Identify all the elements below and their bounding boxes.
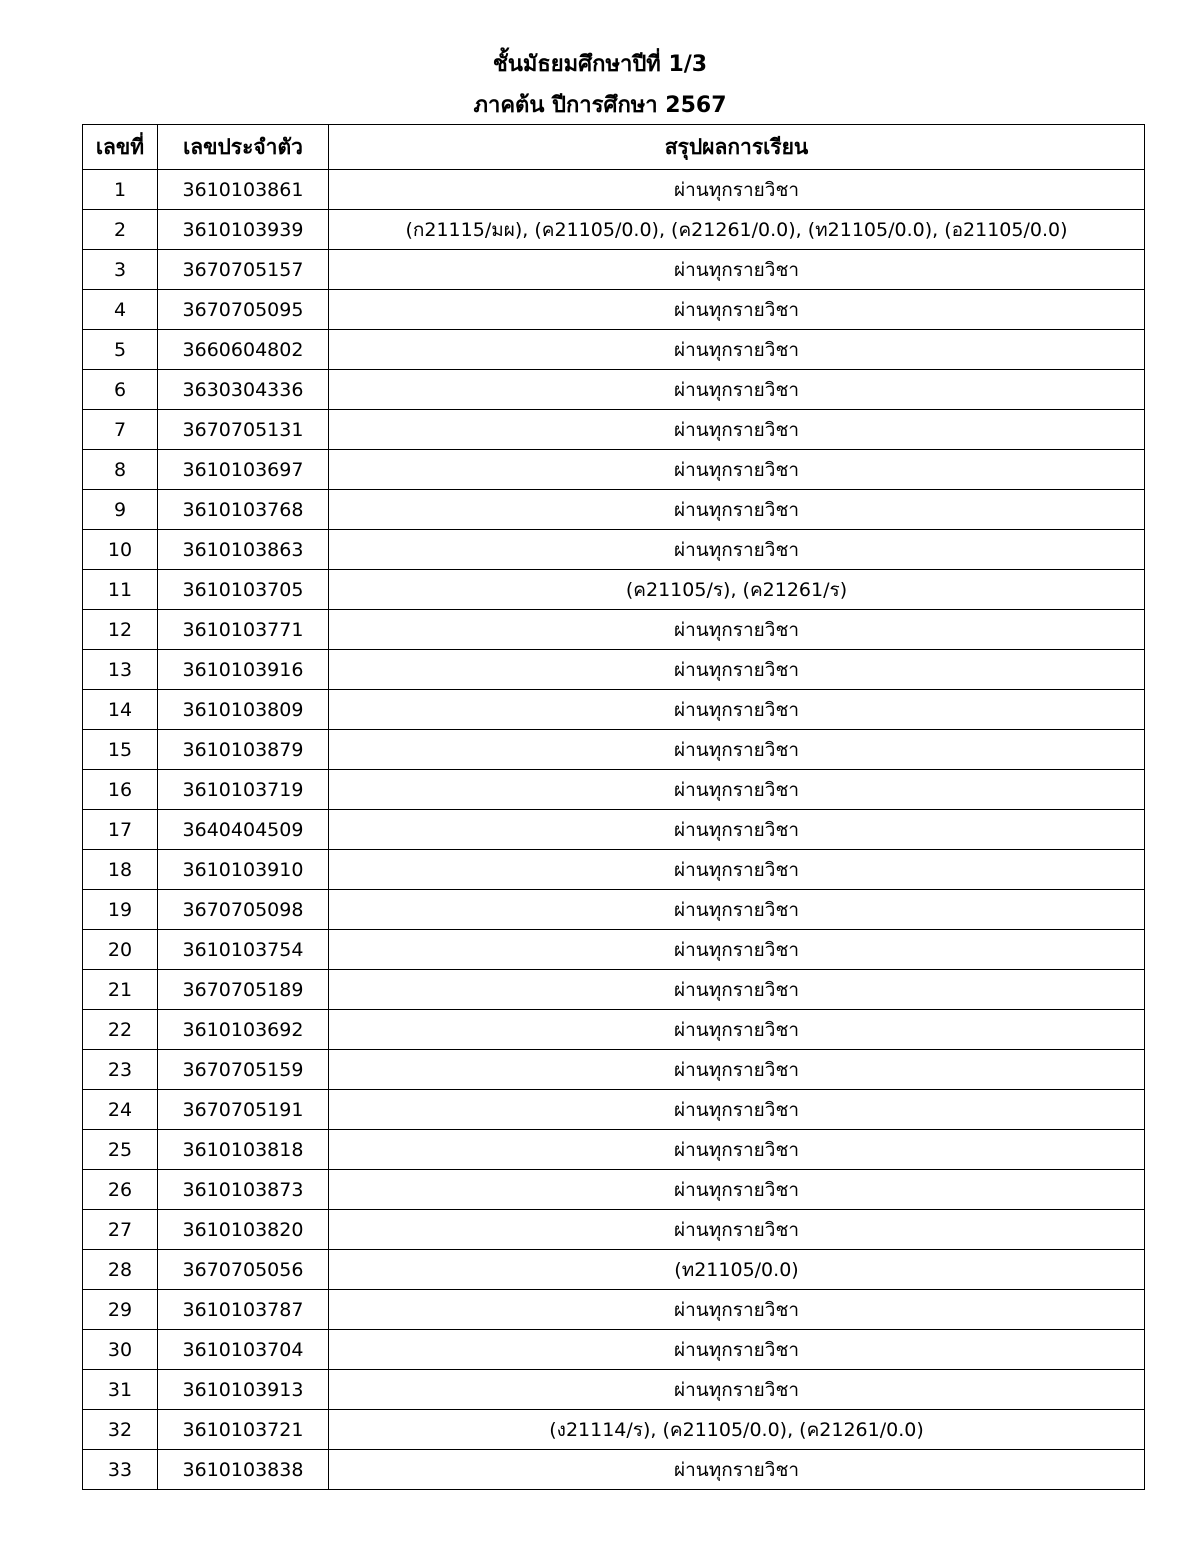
row-number: 2 [83, 210, 158, 250]
student-id: 3610103838 [158, 1450, 329, 1490]
table-row [83, 1250, 1145, 1290]
student-id: 3610103721 [158, 1410, 329, 1450]
result-summary: ผ่านทุกรายวิชา [329, 810, 1145, 850]
row-number: 3 [83, 250, 158, 290]
result-summary: ผ่านทุกรายวิชา [329, 410, 1145, 450]
table-row [83, 450, 1145, 490]
result-summary: ผ่านทุกรายวิชา [329, 450, 1145, 490]
row-number: 20 [83, 930, 158, 970]
result-summary: ผ่านทุกรายวิชา [329, 1090, 1145, 1130]
result-summary: ผ่านทุกรายวิชา [329, 330, 1145, 370]
student-id: 3670705159 [158, 1050, 329, 1090]
document-subtitle: ภาคต้น ปีการศึกษา 2567 [473, 93, 727, 118]
row-number: 11 [83, 570, 158, 610]
header-student-id: เลขประจำตัว [158, 125, 329, 170]
table-row [83, 1210, 1145, 1250]
row-number: 33 [83, 1450, 158, 1490]
table-row [83, 210, 1145, 250]
result-summary: ผ่านทุกรายวิชา [329, 290, 1145, 330]
student-id: 3610103697 [158, 450, 329, 490]
result-summary: ผ่านทุกรายวิชา [329, 770, 1145, 810]
student-id: 3610103820 [158, 1210, 329, 1250]
row-number: 24 [83, 1090, 158, 1130]
table-row [83, 530, 1145, 570]
table-row [83, 1170, 1145, 1210]
table-row [83, 650, 1145, 690]
row-number: 32 [83, 1410, 158, 1450]
row-number: 15 [83, 730, 158, 770]
table-row [83, 1290, 1145, 1330]
table-row [83, 730, 1145, 770]
result-summary: (ท21105/0.0) [329, 1250, 1145, 1290]
student-id: 3610103818 [158, 1130, 329, 1170]
result-summary: ผ่านทุกรายวิชา [329, 530, 1145, 570]
table-row [83, 410, 1145, 450]
result-summary: ผ่านทุกรายวิชา [329, 1130, 1145, 1170]
table-row [83, 1130, 1145, 1170]
result-summary: ผ่านทุกรายวิชา [329, 730, 1145, 770]
result-summary: ผ่านทุกรายวิชา [329, 490, 1145, 530]
result-summary: ผ่านทุกรายวิชา [329, 690, 1145, 730]
table-row [83, 1090, 1145, 1130]
table-row [83, 850, 1145, 890]
result-summary: ผ่านทุกรายวิชา [329, 890, 1145, 930]
result-summary: (ค21105/ร), (ค21261/ร) [329, 570, 1145, 610]
table-row [83, 170, 1145, 210]
table-row [83, 1410, 1145, 1450]
student-id: 3670705095 [158, 290, 329, 330]
result-summary: ผ่านทุกรายวิชา [329, 1210, 1145, 1250]
student-id: 3610103719 [158, 770, 329, 810]
table-row [83, 890, 1145, 930]
result-summary: (ง21114/ร), (ค21105/0.0), (ค21261/0.0) [329, 1410, 1145, 1450]
table-row [83, 1330, 1145, 1370]
row-number: 21 [83, 970, 158, 1010]
student-id: 3610103863 [158, 530, 329, 570]
student-id: 3610103768 [158, 490, 329, 530]
student-id: 3610103692 [158, 1010, 329, 1050]
result-summary: ผ่านทุกรายวิชา [329, 1010, 1145, 1050]
row-number: 17 [83, 810, 158, 850]
result-summary: ผ่านทุกรายวิชา [329, 250, 1145, 290]
student-id: 3630304336 [158, 370, 329, 410]
row-number: 9 [83, 490, 158, 530]
student-id: 3670705098 [158, 890, 329, 930]
student-id: 3610103916 [158, 650, 329, 690]
result-summary: ผ่านทุกรายวิชา [329, 610, 1145, 650]
row-number: 16 [83, 770, 158, 810]
student-id: 3670705056 [158, 1250, 329, 1290]
result-summary: ผ่านทุกรายวิชา [329, 1370, 1145, 1410]
results-table [82, 124, 1145, 1490]
row-number: 14 [83, 690, 158, 730]
table-row [83, 1050, 1145, 1090]
table-row [83, 370, 1145, 410]
row-number: 25 [83, 1130, 158, 1170]
table-row [83, 930, 1145, 970]
student-id: 3610103910 [158, 850, 329, 890]
table-row [83, 570, 1145, 610]
row-number: 23 [83, 1050, 158, 1090]
result-summary: ผ่านทุกรายวิชา [329, 650, 1145, 690]
row-number: 5 [83, 330, 158, 370]
table-row [83, 1450, 1145, 1490]
result-summary: ผ่านทุกรายวิชา [329, 1290, 1145, 1330]
student-id: 3610103754 [158, 930, 329, 970]
student-id: 3640404509 [158, 810, 329, 850]
row-number: 31 [83, 1370, 158, 1410]
row-number: 19 [83, 890, 158, 930]
table-row [83, 290, 1145, 330]
student-id: 3670705157 [158, 250, 329, 290]
table-row [83, 810, 1145, 850]
row-number: 27 [83, 1210, 158, 1250]
row-number: 22 [83, 1010, 158, 1050]
result-summary: ผ่านทุกรายวิชา [329, 930, 1145, 970]
student-id: 3610103913 [158, 1370, 329, 1410]
row-number: 7 [83, 410, 158, 450]
row-number: 10 [83, 530, 158, 570]
result-summary: ผ่านทุกรายวิชา [329, 850, 1145, 890]
table-row [83, 970, 1145, 1010]
result-summary: ผ่านทุกรายวิชา [329, 970, 1145, 1010]
student-id: 3610103787 [158, 1290, 329, 1330]
row-number: 18 [83, 850, 158, 890]
table-row [83, 690, 1145, 730]
table-row [83, 490, 1145, 530]
student-id: 3670705131 [158, 410, 329, 450]
student-id: 3610103809 [158, 690, 329, 730]
table-header [83, 125, 1145, 170]
result-summary: ผ่านทุกรายวิชา [329, 370, 1145, 410]
header-summary: สรุปผลการเรียน [329, 125, 1145, 170]
header-row [83, 125, 1145, 170]
table-row [83, 770, 1145, 810]
student-id: 3610103879 [158, 730, 329, 770]
result-summary: ผ่านทุกรายวิชา [329, 1170, 1145, 1210]
row-number: 30 [83, 1330, 158, 1370]
row-number: 12 [83, 610, 158, 650]
result-summary: ผ่านทุกรายวิชา [329, 1450, 1145, 1490]
student-id: 3660604802 [158, 330, 329, 370]
result-summary: ผ่านทุกรายวิชา [329, 170, 1145, 210]
student-id: 3670705191 [158, 1090, 329, 1130]
row-number: 8 [83, 450, 158, 490]
student-id: 3670705189 [158, 970, 329, 1010]
row-number: 28 [83, 1250, 158, 1290]
student-id: 3610103873 [158, 1170, 329, 1210]
document-title: ชั้นมัธยมศึกษาปีที่ 1/3 [492, 52, 708, 77]
student-id: 3610103939 [158, 210, 329, 250]
student-id: 3610103771 [158, 610, 329, 650]
result-summary: ผ่านทุกรายวิชา [329, 1330, 1145, 1370]
result-summary: ผ่านทุกรายวิชา [329, 1050, 1145, 1090]
row-number: 4 [83, 290, 158, 330]
student-id: 3610103705 [158, 570, 329, 610]
student-id: 3610103704 [158, 1330, 329, 1370]
row-number: 13 [83, 650, 158, 690]
header-number: เลขที่ [83, 125, 158, 170]
row-number: 1 [83, 170, 158, 210]
table-body [83, 170, 1145, 1490]
table-row [83, 1010, 1145, 1050]
result-summary: (ก21115/มผ), (ค21105/0.0), (ค21261/0.0), (ท21105/0.0), (อ21105/0.0) [329, 210, 1145, 250]
table-row [83, 250, 1145, 290]
table-row [83, 330, 1145, 370]
table-row [83, 1370, 1145, 1410]
table-row [83, 610, 1145, 650]
row-number: 29 [83, 1290, 158, 1330]
row-number: 6 [83, 370, 158, 410]
student-id: 3610103861 [158, 170, 329, 210]
row-number: 26 [83, 1170, 158, 1210]
